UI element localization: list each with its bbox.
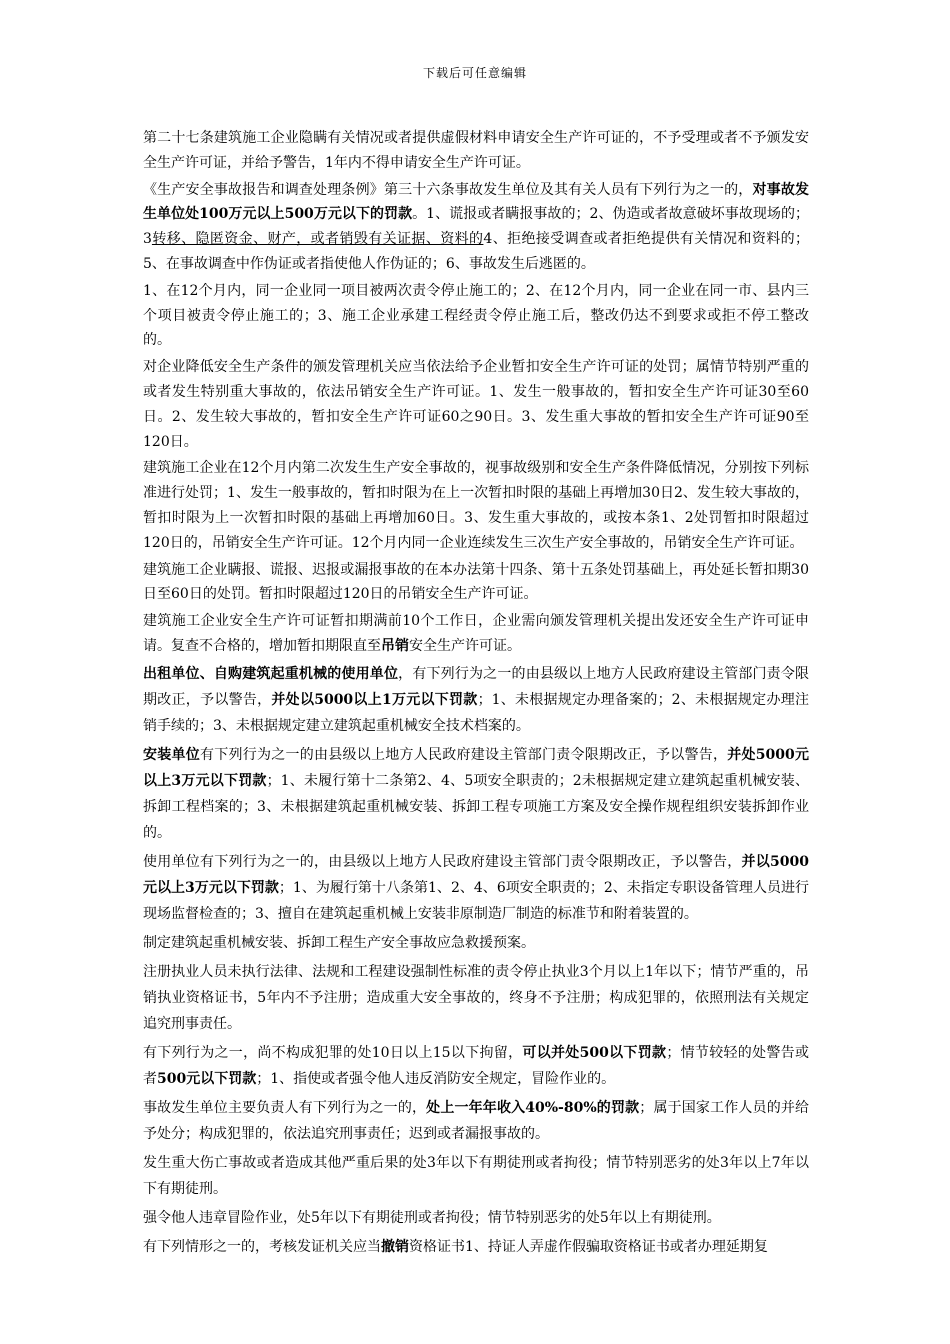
paragraph: 建筑施工企业瞒报、谎报、迟报或漏报事故的在本办法第十四条、第十五条处罚基础上，再处延长暂扣期30日至60日的处罚。暂扣时限超过120日的吊销安全生产许可证。 bbox=[143, 561, 809, 603]
paragraph: 出租单位、自购建筑起重机械的使用单位，有下列行为之一的由县级以上地方人民政府建设主管部门责令限期改正，予以警告，并处以5000以上1万元以下罚款；1、未根据规定办理备案的；2、未根据规定办理注销手续的；3、未根据规定建立建筑起重机械安全技术档案的。 bbox=[143, 665, 810, 734]
paragraph: 1、在12个月内，同一企业同一项目被两次责令停止施工的；2、在12个月内，同一企业在同一市、县内三个项目被责令停止施工的；3、施工企业承建工程经责令停止施工后，整改仍达不到要求或拒不停工整改的。 bbox=[143, 282, 809, 349]
paragraph: 安装单位有下列行为之一的由县级以上地方人民政府建设主管部门责令限期改正，予以警告，并处5000元以上3万元以下罚款；1、未履行第十二条第2、4、5项安全职责的；2未根据规定建立建筑起重机械安装、拆卸工程档案的；3、未根据建筑起重机械安装、拆卸工程专项施工方案及安全操作规程组织安装拆卸作业的。 bbox=[143, 746, 810, 841]
paragraph: 制定建筑起重机械安装、拆卸工程生产安全事故应急救援预案。 bbox=[143, 934, 535, 951]
paragraph: 事故发生单位主要负责人有下列行为之一的，处上一年年收入40%-80%的罚款；属于国家工作人员的并给予处分；构成犯罪的，依法追究刑事责任；迟到或者漏报事故的。 bbox=[143, 1099, 810, 1142]
paragraph: 对企业降低安全生产条件的颁发管理机关应当依法给予企业暂扣安全生产许可证的处罚；属情节特别严重的或者发生特别重大事故的，依法吊销安全生产许可证。1、发生一般事故的，暂扣安全生产许可证30至60日。2、发生较大事故的，暂扣安全生产许可证60之90日。3、发生重大事故的暂扣安全生产许可证90至120日。 bbox=[143, 359, 809, 450]
paragraph: 建筑施工企业安全生产许可证暂扣期满前10个工作日，企业需向颁发管理机关提出发还安全生产许可证申请。复查不合格的，增加暂扣期限直至吊销安全生产许可证。 bbox=[143, 613, 809, 654]
document-body bbox=[143, 126, 809, 1263]
paragraph: 有下列行为之一，尚不构成犯罪的处10日以上15以下拘留，可以并处500以下罚款；情节较轻的处警告或者500元以下罚款；1、指使或者强令他人违反消防安全规定，冒险作业的。 bbox=[143, 1044, 809, 1087]
paragraph: 注册执业人员未执行法律、法规和工程建设强制性标准的责令停止执业3个月以上1年以下；情节严重的，吊销执业资格证书，5年内不予注册；造成重大安全事故的，终身不予注册；构成犯罪的，依照刑法有关规定追究刑事责任。 bbox=[143, 963, 809, 1032]
paragraph: 建筑施工企业在12个月内第二次发生生产安全事故的，视事故级别和安全生产条件降低情况，分别按下列标准进行处罚；1、发生一般事故的，暂扣时限为在上一次暂扣时限的基础上再增加30日2、发生较大事故的，暂扣时限为上一次暂扣时限的基础上再增加60日。3、发生重大事故的，或按本条1、2处罚暂扣时限超过120日的，吊销安全生产许可证。12个月内同一企业连续发生三次生产安全事故的，吊销安全生产许可证。 bbox=[143, 460, 809, 551]
paragraph: 第二十七条建筑施工企业隐瞒有关情况或者提供虚假材料申请安全生产许可证的，不予受理或者不予颁发安全生产许可证，并给予警告，1年内不得申请安全生产许可证。 bbox=[143, 130, 809, 171]
paragraph: 《生产安全事故报告和调查处理条例》第三十六条事故发生单位及其有关人员有下列行为之一的，对事故发生单位处100万元以上500万元以下的罚款。1、谎报或者瞒报事故的；2、伪造或者故意破坏事故现场的；3转移、隐匿资金、财产，或者销毁有关证据、资料的4、拒绝接受调查或者拒绝提供有关情况和资料的；5、在事故调查中作伪证或者指使他人作伪证的；6、事故发生后逃匿的。 bbox=[143, 181, 810, 272]
paragraph: 发生重大伤亡事故或者造成其他严重后果的处3年以下有期徒刑或者拘役；情节特别恶劣的处3年以上7年以下有期徒刑。 bbox=[143, 1154, 809, 1197]
paragraph: 使用单位有下列行为之一的，由县级以上地方人民政府建设主管部门责令限期改正，予以警告，并以5000元以上3万元以下罚款；1、为履行第十八条第1、2、4、6项安全职责的；2、未指定专职设备管理人员进行现场监督检查的；3、擅自在建筑起重机械上安装非原制造厂制造的标准节和附着装置的。 bbox=[143, 853, 809, 922]
page-header: 下载后可任意编辑 bbox=[422, 66, 527, 80]
paragraph: 有下列情形之一的，考核发证机关应当撤销资格证书1、持证人弄虚作假骗取资格证书或者办理延期复 bbox=[143, 1238, 768, 1255]
paragraph: 强令他人违章冒险作业，处5年以下有期徒刑或者拘役；情节特别恶劣的处5年以上有期徒刑。 bbox=[143, 1209, 721, 1226]
